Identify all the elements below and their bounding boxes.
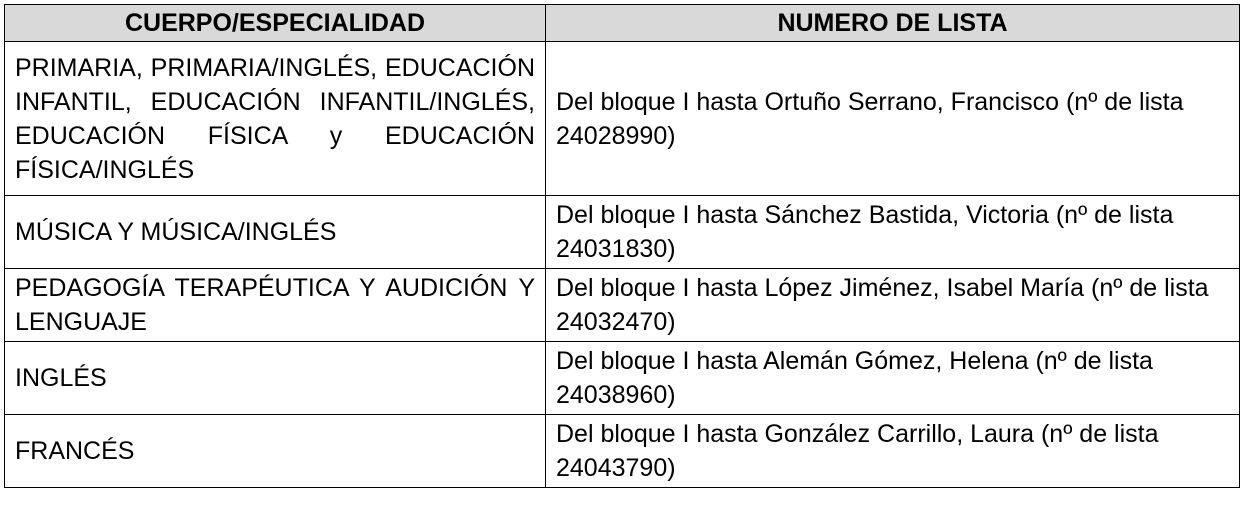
especialidad-cell: PEDAGOGÍA TERAPÉUTICA Y AUDICIÓN Y LENGUAJE (5, 269, 546, 342)
table-row (5, 269, 1240, 342)
numero-lista-cell: Del bloque I hasta Ortuño Serrano, Francisco (nº de lista 24028990) (546, 42, 1240, 196)
numero-lista-cell: Del bloque I hasta Sánchez Bastida, Victoria (nº de lista 24031830) (546, 196, 1240, 269)
especialidad-cell: PRIMARIA, PRIMARIA/INGLÉS, EDUCACIÓN INFANTIL, EDUCACIÓN INFANTIL/INGLÉS, EDUCACIÓN FÍSICA y EDUCACIÓN FÍSICA/INGLÉS (5, 42, 546, 196)
especialidad-cell: INGLÉS (5, 342, 546, 415)
header-numero-de-lista: NUMERO DE LISTA (546, 5, 1240, 42)
table-row (5, 342, 1240, 415)
numero-lista-cell: Del bloque I hasta Alemán Gómez, Helena (nº de lista 24038960) (546, 342, 1240, 415)
table-header-row (5, 5, 1240, 42)
table-row (5, 196, 1240, 269)
lista-table (4, 4, 1240, 488)
numero-lista-cell: Del bloque I hasta González Carrillo, Laura (nº de lista 24043790) (546, 415, 1240, 488)
table-row (5, 42, 1240, 196)
especialidad-cell: MÚSICA Y MÚSICA/INGLÉS (5, 196, 546, 269)
numero-lista-cell: Del bloque I hasta López Jiménez, Isabel María (nº de lista 24032470) (546, 269, 1240, 342)
especialidad-cell: FRANCÉS (5, 415, 546, 488)
table-row (5, 415, 1240, 488)
header-cuerpo-especialidad: CUERPO/ESPECIALIDAD (5, 5, 546, 42)
